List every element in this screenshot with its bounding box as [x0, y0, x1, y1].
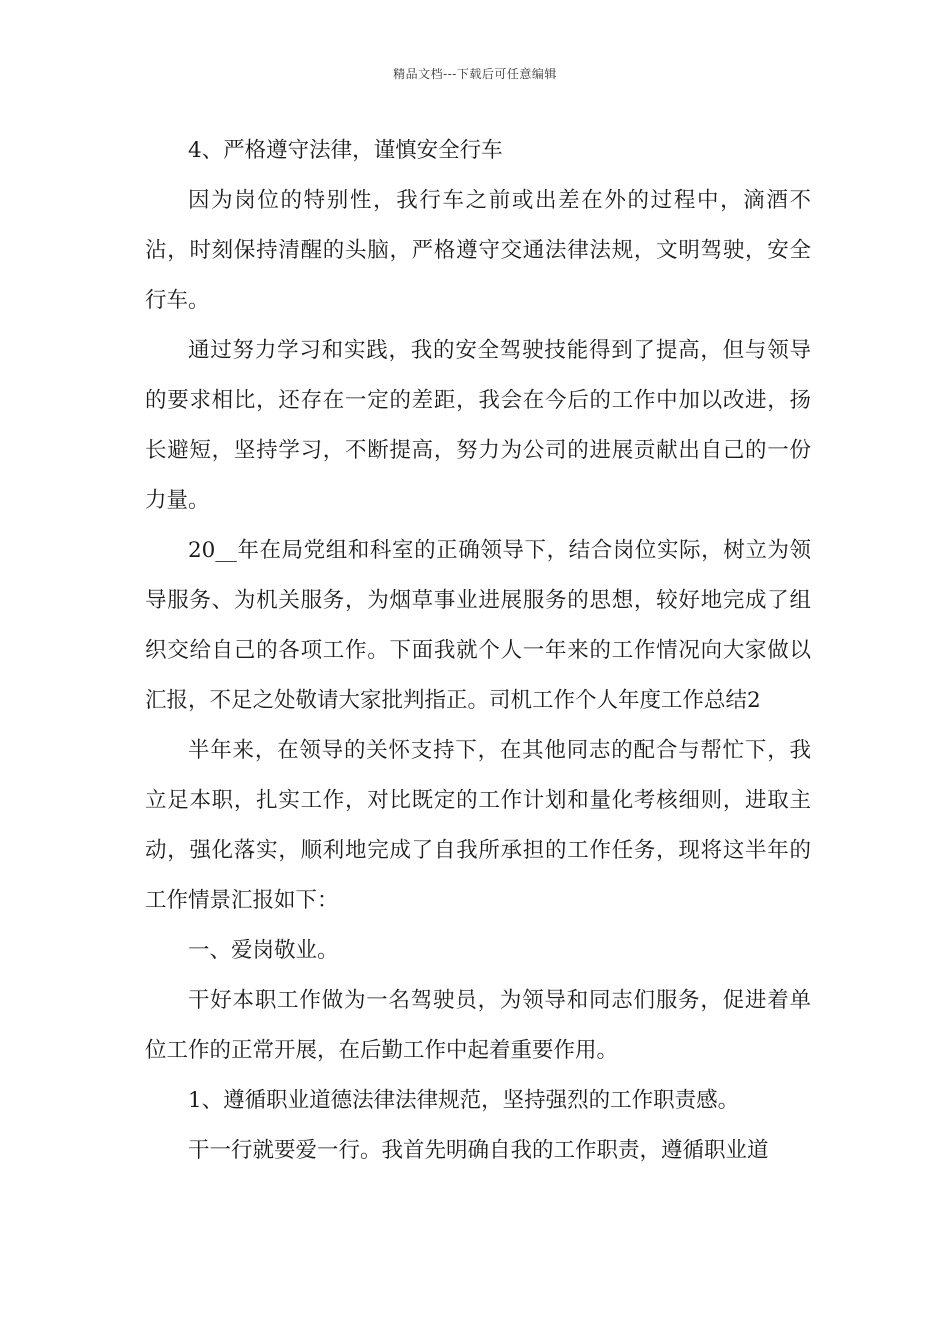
- paragraph: 通过努力学习和实践，我的安全驾驶技能得到了提高，但与领导的要求相比，还存在一定的差距，我会在今后的工作中加以改进，扬长避短，坚持学习，不断提高，努力为公司的进展贡献出自己的一份力量。: [145, 338, 811, 513]
- paragraph: 20__年在局党组和科室的正确领导下，结合岗位实际，树立为领导服务、为机关服务，为烟草事业进展服务的思想，较好地完成了组织交给自己的各项工作。下面我就个人一年来的工作情况向大家做以汇报，不足之处敬请大家批判指正。司机工作个人年度工作总结2: [145, 538, 811, 713]
- paragraph: 干一行就要爱一行。我首先明确自我的工作职责，遵循职业道: [188, 1138, 769, 1163]
- paragraph-heading-1-1: 1、遵循职业道德法律法律规范，坚持强烈的工作职责感。: [188, 1088, 740, 1113]
- paragraph-heading-1: 一、爱岗敬业。: [188, 938, 339, 963]
- paragraph-heading-4: 4、严格遵守法律，谨慎安全行车: [188, 138, 503, 163]
- paragraph: 半年来，在领导的关怀支持下，在其他同志的配合与帮忙下，我立足本职，扎实工作，对比既定的工作计划和量化考核细则，进取主动，强化落实，顺利地完成了自我所承担的工作任务，现将这半年的工作情景汇报如下：: [145, 738, 811, 913]
- paragraph: 干好本职工作做为一名驾驶员，为领导和同志们服务，促进着单位工作的正常开展，在后勤工作中起着重要作用。: [145, 988, 811, 1063]
- paragraph: 因为岗位的特别性，我行车之前或出差在外的过程中，滴酒不沾，时刻保持清醒的头脑，严格遵守交通法律法规，文明驾驶，安全行车。: [145, 188, 811, 313]
- page-header: 精品文档---下载后可任意编辑: [393, 67, 557, 81]
- document-body: [145, 126, 811, 1176]
